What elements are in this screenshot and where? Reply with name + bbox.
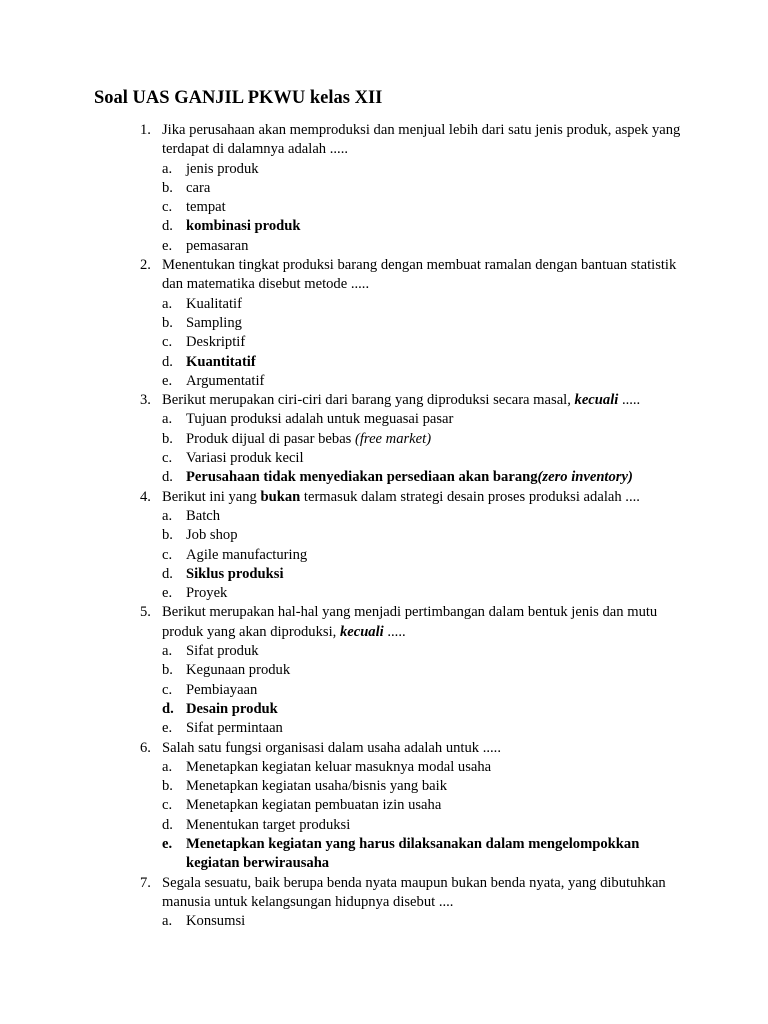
option-letter: d.	[162, 469, 173, 486]
option-list	[162, 642, 682, 738]
option-letter: a.	[162, 643, 173, 660]
text-run: kecuali	[339, 623, 384, 640]
text-run: Proyek	[186, 585, 228, 602]
text-run: Jika perusahaan akan memproduksi dan menjual lebih dari satu jenis produk, aspek yang terdapat di dalamnya adalah .....	[162, 122, 681, 158]
text-run: Job shop	[186, 527, 238, 544]
option-letter: d.	[162, 353, 173, 370]
answer-option	[162, 333, 676, 352]
answer-option	[162, 198, 676, 217]
question-number: 2.	[140, 257, 151, 274]
option-list	[162, 507, 682, 603]
question-number: 6.	[140, 739, 151, 756]
answer-option	[162, 314, 676, 333]
option-text	[186, 373, 264, 389]
text-run: Berikut ini yang	[162, 488, 261, 505]
option-letter: a.	[162, 507, 173, 524]
answer-option	[162, 681, 676, 700]
text-run: bukan	[260, 488, 301, 505]
text-run: Kegunaan produk	[186, 662, 291, 679]
option-text	[186, 199, 226, 215]
answer-option	[162, 295, 676, 314]
text-run: tempat	[186, 199, 226, 216]
text-run: Pembiayaan	[186, 681, 258, 698]
text-run: Siklus produksi	[186, 565, 284, 582]
option-text	[186, 315, 242, 331]
option-text	[186, 585, 227, 601]
option-text	[186, 547, 307, 563]
option-letter: c.	[162, 546, 173, 563]
question-text	[162, 121, 682, 160]
text-run: Menetapkan kegiatan keluar masuknya modal usaha	[186, 758, 492, 775]
option-text	[186, 817, 350, 833]
option-letter: d.	[162, 218, 173, 235]
answer-option	[162, 584, 676, 603]
text-run: Menetapkan kegiatan pembuatan izin usaha	[186, 797, 442, 814]
question-item	[0, 603, 682, 738]
option-text	[186, 913, 245, 929]
option-letter: d.	[162, 700, 174, 717]
text-run: pemasaran	[186, 237, 249, 254]
question-item	[0, 391, 682, 487]
option-text	[186, 701, 278, 717]
answer-option	[162, 777, 676, 796]
option-text	[186, 450, 304, 466]
answer-option	[162, 796, 676, 815]
text-run: termasuk dalam strategi desain proses produksi adalah ....	[300, 488, 640, 505]
answer-option	[162, 912, 676, 931]
text-run: Argumentatif	[186, 372, 265, 389]
option-letter: e.	[162, 835, 173, 852]
answer-option-correct	[162, 835, 676, 874]
text-run: Variasi produk kecil	[186, 450, 304, 467]
option-text	[186, 836, 639, 871]
option-text	[186, 469, 633, 485]
option-letter: e.	[162, 372, 173, 389]
text-run: kecuali	[574, 392, 619, 409]
text-run: Kuantitatif	[186, 353, 256, 370]
text-run: .....	[618, 392, 641, 409]
option-text	[186, 797, 441, 813]
option-letter: b.	[162, 179, 173, 196]
option-text	[186, 662, 290, 678]
option-letter: a.	[162, 758, 173, 775]
option-text	[186, 759, 491, 775]
option-letter: c.	[162, 681, 173, 698]
question-item	[0, 256, 682, 391]
answer-option	[162, 430, 676, 449]
option-text	[186, 161, 259, 177]
option-text	[186, 508, 220, 524]
text-run: cara	[186, 179, 211, 196]
answer-option	[162, 642, 676, 661]
option-list	[162, 160, 682, 256]
option-letter: a.	[162, 160, 173, 177]
option-letter: a.	[162, 913, 173, 930]
question-item	[0, 739, 682, 874]
option-letter: e.	[162, 720, 173, 737]
question-text	[162, 739, 682, 758]
question-item	[0, 874, 682, 932]
question-text	[162, 256, 682, 295]
text-run: Sampling	[186, 314, 242, 331]
option-list	[162, 912, 682, 931]
option-letter: c.	[162, 334, 173, 351]
text-run: (zero inventory)	[537, 469, 633, 486]
text-run: Deskriptif	[186, 334, 246, 351]
text-run: Agile manufacturing	[186, 546, 308, 563]
option-text	[186, 682, 257, 698]
answer-option	[162, 546, 676, 565]
question-number: 3.	[140, 392, 151, 409]
option-text	[186, 238, 248, 254]
option-text	[186, 527, 238, 543]
text-run: Menentukan tingkat produksi barang dengan membuat ramalan dengan bantuan statistik dan matematika disebut metode .....	[162, 257, 677, 293]
option-letter: a.	[162, 295, 173, 312]
text-run: Batch	[186, 507, 221, 524]
option-letter: e.	[162, 585, 173, 602]
document-title: Soal UAS GANJIL PKWU kelas XII	[94, 88, 383, 108]
text-run: Berikut merupakan hal-hal yang menjadi pertimbangan dalam bentuk jenis dan mutu produk yang akan diproduksi,	[162, 604, 658, 640]
answer-option	[162, 816, 676, 835]
question-number: 4.	[140, 488, 151, 505]
answer-option	[162, 372, 676, 391]
text-run: (free market)	[355, 430, 432, 447]
answer-option	[162, 507, 676, 526]
option-text	[186, 778, 447, 794]
option-text	[186, 720, 283, 736]
question-text	[162, 603, 682, 642]
option-text	[186, 180, 210, 196]
answer-option-correct	[162, 565, 676, 584]
question-number: 7.	[140, 874, 151, 891]
question-number: 5.	[140, 604, 151, 621]
question-text	[162, 874, 682, 913]
option-letter: b.	[162, 430, 173, 447]
option-list	[162, 410, 682, 487]
question-item	[0, 488, 682, 604]
option-letter: c.	[162, 797, 173, 814]
answer-option-correct	[162, 353, 676, 372]
answer-option	[162, 719, 676, 738]
text-run: Konsumsi	[186, 913, 246, 930]
question-text	[162, 488, 682, 507]
text-run: Sifat permintaan	[186, 720, 283, 737]
option-text	[186, 218, 301, 234]
text-run: kombinasi produk	[186, 218, 301, 235]
option-letter: b.	[162, 778, 173, 795]
answer-option	[162, 410, 676, 429]
option-letter: b.	[162, 527, 173, 544]
answer-option-correct	[162, 468, 676, 487]
question-number: 1.	[140, 122, 151, 138]
text-run: Produk dijual di pasar bebas	[186, 430, 356, 447]
text-run: Menentukan target produksi	[186, 816, 351, 833]
option-text	[186, 643, 259, 659]
option-list	[162, 758, 682, 874]
option-letter: b.	[162, 662, 173, 679]
option-letter: e.	[162, 237, 173, 254]
answer-option	[162, 179, 676, 198]
option-text	[186, 296, 242, 312]
option-letter: a.	[162, 411, 173, 428]
question-item	[0, 121, 682, 256]
option-letter: d.	[162, 816, 173, 833]
option-text	[186, 566, 284, 582]
option-text	[186, 354, 256, 370]
text-run: Sifat produk	[186, 643, 259, 660]
text-run: Menetapkan kegiatan usaha/bisnis yang baik	[186, 778, 447, 795]
text-run: Berikut merupakan ciri-ciri dari barang yang diproduksi secara masal,	[162, 392, 575, 409]
text-run: Perusahaan tidak menyediakan persediaan akan barang	[186, 469, 538, 486]
text-run: Segala sesuatu, baik berupa benda nyata maupun bukan benda nyata, yang dibutuhkan manusia untuk kelangsungan hidupnya disebut ....	[162, 874, 666, 910]
answer-option-correct	[162, 700, 676, 719]
answer-option	[162, 237, 676, 256]
option-letter: b.	[162, 314, 173, 331]
text-run: jenis produk	[186, 160, 259, 177]
answer-option	[162, 160, 676, 179]
option-letter: c.	[162, 450, 173, 467]
text-run: Salah satu fungsi organisasi dalam usaha adalah untuk .....	[162, 739, 501, 756]
question-list	[0, 121, 768, 931]
text-run: Desain produk	[186, 700, 278, 717]
answer-option	[162, 661, 676, 680]
text-run: Menetapkan kegiatan yang harus dilaksanakan dalam mengelompokkan kegiatan berwirausaha	[186, 835, 640, 872]
text-run: .....	[383, 623, 406, 640]
answer-option-correct	[162, 217, 676, 236]
text-run: Kualitatif	[186, 295, 242, 312]
question-text	[162, 391, 682, 410]
option-letter: d.	[162, 565, 173, 582]
option-text	[186, 431, 431, 447]
option-letter: c.	[162, 199, 173, 216]
option-text	[186, 334, 245, 350]
answer-option	[162, 449, 676, 468]
answer-option	[162, 526, 676, 545]
option-list	[162, 295, 682, 391]
text-run: Tujuan produksi adalah untuk meguasai pasar	[186, 411, 454, 428]
option-text	[186, 411, 453, 427]
answer-option	[162, 758, 676, 777]
